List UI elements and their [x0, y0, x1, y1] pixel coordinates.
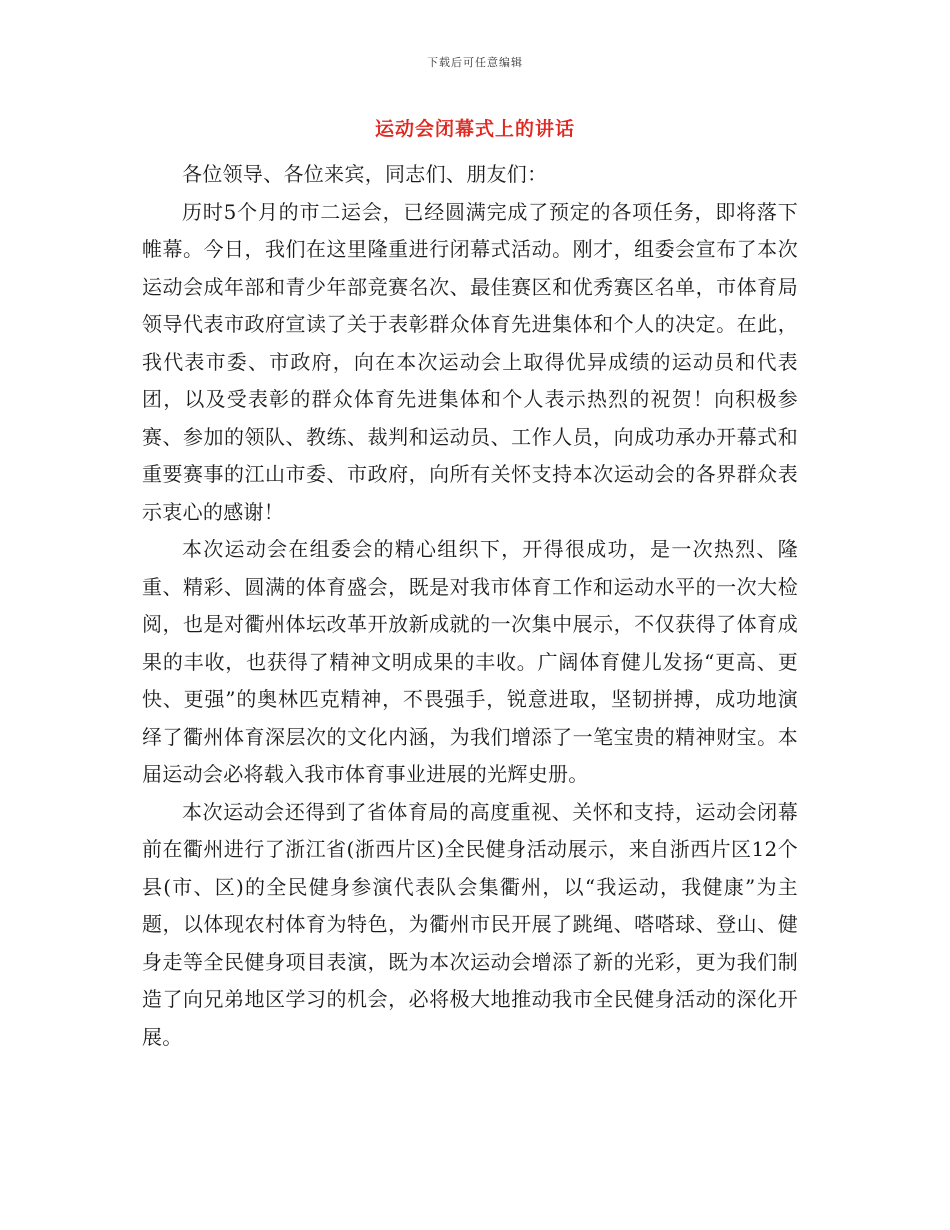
- paragraph-1: 历时5个月的市二运会，已经圆满完成了预定的各项任务，即将落下帷幕。今日，我们在这里隆重进行闭幕式活动。刚才，组委会宣布了本次运动会成年部和青少年部竞赛名次、最佳赛区和优秀赛区名单，市体育局领导代表市政府宣读了关于表彰群众体育先进集体和个人的决定。在此，我代表市委、市政府，向在本次运动会上取得优异成绩的运动员和代表团，以及受表彰的群众体育先进集体和个人表示热烈的祝贺！向积极参赛、参加的领队、教练、裁判和运动员、工作人员，向成功承办开幕式和重要赛事的江山市委、市政府，向所有关怀支持本次运动会的各界群众表示衷心的感谢！: [142, 199, 798, 524]
- paragraph-3: 本次运动会还得到了省体育局的高度重视、关怀和支持，运动会闭幕前在衢州进行了浙江省(浙西片区)全民健身活动展示，来自浙西片区12个县(市、区)的全民健身参演代表队会集衢州，以“我运动，我健康”为主题，以体现农村体育为特色，为衢州市民开展了跳绳、嗒嗒球、登山、健身走等全民健身项目表演，既为本次运动会增添了新的光彩，更为我们制造了向兄弟地区学习的机会，必将极大地推动我市全民健身活动的深化开展。: [142, 799, 798, 1049]
- paragraph-2: 本次运动会在组委会的精心组织下，开得很成功，是一次热烈、隆重、精彩、圆满的体育盛会，既是对我市体育工作和运动水平的一次大检阅，也是对衢州体坛改革开放新成就的一次集中展示，不仅获得了体育成果的丰收，也获得了精神文明成果的丰收。广阔体育健儿发扬“更高、更快、更强”的奥林匹克精神，不畏强手，锐意进取，坚韧拼搏，成功地演绎了衢州体育深层次的文化内涵，为我们增添了一笔宝贵的精神财宝。本届运动会必将载入我市体育事业进展的光辉史册。: [142, 537, 798, 786]
- header-note: 下载后可任意编辑: [427, 56, 523, 69]
- document-body: [142, 156, 798, 1056]
- document-title: 运动会闭幕式上的讲话: [374, 118, 575, 140]
- salutation: 各位领导、各位来宾，同志们、朋友们：: [182, 162, 548, 186]
